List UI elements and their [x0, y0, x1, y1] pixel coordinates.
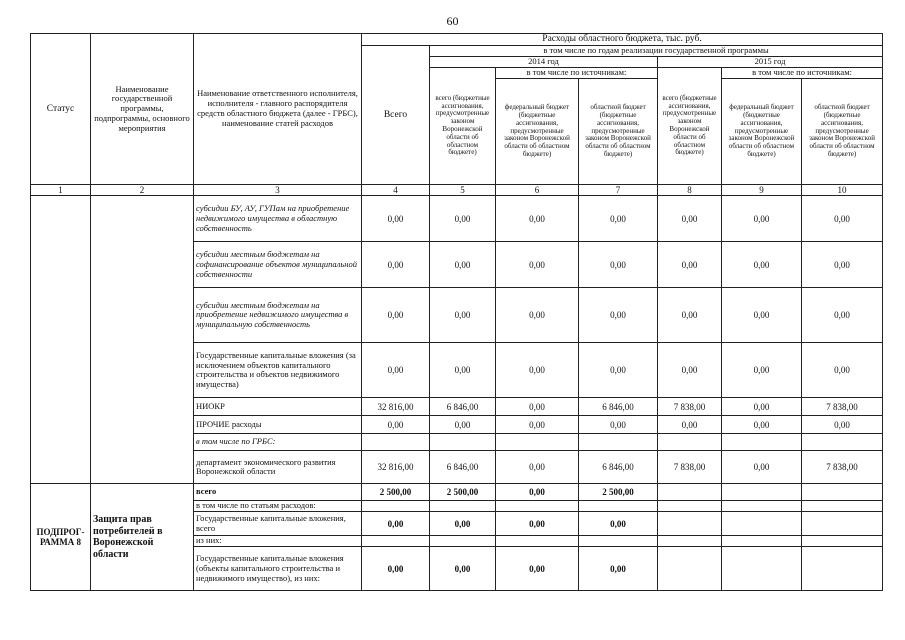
row-label: НИОКР: [194, 398, 362, 416]
value-cell: 0,00: [362, 416, 430, 434]
value-cell: [802, 434, 883, 451]
page-number: 60: [446, 14, 459, 28]
value-cell: 0,00: [658, 288, 722, 343]
value-cell: 0,00: [496, 242, 579, 288]
value-cell: 0,00: [496, 343, 579, 398]
value-cell: [430, 536, 496, 547]
col-number: 9: [722, 185, 802, 196]
col-number: 1: [31, 185, 91, 196]
header-year-2015: 2015 год: [658, 57, 883, 68]
value-cell: 0,00: [722, 343, 802, 398]
header-col10: областной бюджет (бюджетные ассигнования, предусмотренные законом Воронежской области об областном бюджете): [802, 79, 883, 185]
value-cell: 0,00: [362, 196, 430, 242]
row-label: всего: [194, 484, 362, 501]
value-cell: 0,00: [802, 288, 883, 343]
value-cell: 7 838,00: [802, 398, 883, 416]
value-cell: [658, 536, 722, 547]
value-cell: 0,00: [579, 288, 658, 343]
value-cell: [722, 547, 802, 591]
col-number: 2: [91, 185, 194, 196]
value-cell: [658, 501, 722, 512]
row-label: ПРОЧИЕ расходы: [194, 416, 362, 434]
table-row: [31, 484, 883, 501]
value-cell: [722, 536, 802, 547]
column-number-row: [31, 185, 883, 196]
row-label: Государственные капитальные вложения, всего: [194, 512, 362, 536]
header-total: Всего: [362, 46, 430, 185]
value-cell: 0,00: [362, 242, 430, 288]
header-col9: федеральный бюджет (бюджетные ассигнования, предусмотренные законом Воронежской области об областном бюджете): [722, 79, 802, 185]
value-cell: [722, 484, 802, 501]
value-cell: [658, 434, 722, 451]
value-cell: 6 846,00: [579, 398, 658, 416]
value-cell: 0,00: [496, 398, 579, 416]
value-cell: 0,00: [496, 512, 579, 536]
value-cell: 0,00: [430, 512, 496, 536]
row-label: субсидии местным бюджетам на приобретение недвижимого имущества в муниципальную собственность: [194, 288, 362, 343]
header-executor: Наименование ответственного исполнителя, исполнителя - главного распорядителя средств областного бюджета (далее - ГРБС), наименование статей расходов: [194, 34, 362, 185]
value-cell: 0,00: [802, 343, 883, 398]
value-cell: 0,00: [579, 416, 658, 434]
row-label: Государственные капитальные вложения (объекты капитального строительства и недвижимого имущество), из них:: [194, 547, 362, 591]
value-cell: [496, 501, 579, 512]
value-cell: 0,00: [362, 512, 430, 536]
value-cell: 6 846,00: [579, 451, 658, 484]
value-cell: [722, 501, 802, 512]
value-cell: [658, 512, 722, 536]
header-year-2014: 2014 год: [430, 57, 658, 68]
value-cell: [362, 501, 430, 512]
row-label: из них:: [194, 536, 362, 547]
value-cell: [579, 501, 658, 512]
value-cell: 0,00: [722, 398, 802, 416]
value-cell: 0,00: [430, 288, 496, 343]
header-status: Статус: [31, 34, 91, 185]
value-cell: 0,00: [802, 416, 883, 434]
value-cell: [579, 434, 658, 451]
header-expenses: Расходы областного бюджета, тыс. руб.: [362, 34, 883, 46]
value-cell: 0,00: [658, 416, 722, 434]
value-cell: 0,00: [658, 343, 722, 398]
value-cell: 2 500,00: [362, 484, 430, 501]
value-cell: 0,00: [362, 547, 430, 591]
row-label: Государственные капитальные вложения (за исключением объектов капитального строительства и объектов недвижимого имущества): [194, 343, 362, 398]
value-cell: 0,00: [658, 196, 722, 242]
value-cell: 0,00: [658, 242, 722, 288]
value-cell: 7 838,00: [802, 451, 883, 484]
value-cell: 0,00: [722, 288, 802, 343]
value-cell: [802, 512, 883, 536]
col-number: 10: [802, 185, 883, 196]
value-cell: 32 816,00: [362, 398, 430, 416]
value-cell: [430, 434, 496, 451]
value-cell: 7 838,00: [658, 451, 722, 484]
value-cell: 7 838,00: [658, 398, 722, 416]
value-cell: 0,00: [496, 288, 579, 343]
value-cell: 2 500,00: [430, 484, 496, 501]
value-cell: 0,00: [579, 547, 658, 591]
row-label: департамент экономического развития Воронежской области: [194, 451, 362, 484]
header-col5: всего (бюджетные ассигнования, предусмотренные законом Воронежской области об областном бюджете): [430, 68, 496, 185]
value-cell: 0,00: [430, 242, 496, 288]
header-sources-2014: в том числе по источникам:: [496, 68, 658, 79]
value-cell: 0,00: [430, 196, 496, 242]
header-sources-2015: в том числе по источникам:: [722, 68, 883, 79]
value-cell: [658, 484, 722, 501]
header-program: Наименование государственной программы, подпрограммы, основного мероприятия: [91, 34, 194, 185]
value-cell: [362, 536, 430, 547]
row-label: в том числе по статьям расходов:: [194, 501, 362, 512]
value-cell: 0,00: [722, 451, 802, 484]
header-col8: всего (бюджетные ассигнования, предусмотренные законом Воронежской области об областном бюджете): [658, 68, 722, 185]
header-by-years: в том числе по годам реализации государственной программы: [430, 46, 883, 57]
value-cell: 0,00: [722, 416, 802, 434]
row-label: субсидии БУ, АУ, ГУПам на приобретение недвижимого имущества в областную собственность: [194, 196, 362, 242]
value-cell: [496, 434, 579, 451]
col-number: 4: [362, 185, 430, 196]
col-number: 8: [658, 185, 722, 196]
value-cell: 0,00: [430, 547, 496, 591]
value-cell: 0,00: [579, 512, 658, 536]
value-cell: 0,00: [579, 242, 658, 288]
value-cell: 0,00: [430, 416, 496, 434]
value-cell: [362, 434, 430, 451]
value-cell: 0,00: [722, 242, 802, 288]
value-cell: 2 500,00: [579, 484, 658, 501]
value-cell: [802, 547, 883, 591]
value-cell: 0,00: [496, 196, 579, 242]
header-col6: федеральный бюджет (бюджетные ассигнования, предусмотренные законом Воронежской области об областном бюджете): [496, 79, 579, 185]
value-cell: 0,00: [579, 196, 658, 242]
value-cell: [430, 501, 496, 512]
value-cell: [802, 536, 883, 547]
value-cell: 32 816,00: [362, 451, 430, 484]
value-cell: 0,00: [430, 343, 496, 398]
value-cell: [802, 501, 883, 512]
value-cell: [658, 547, 722, 591]
value-cell: 0,00: [496, 451, 579, 484]
value-cell: [722, 434, 802, 451]
value-cell: [496, 536, 579, 547]
col-number: 5: [430, 185, 496, 196]
col-number: 3: [194, 185, 362, 196]
col-number: 7: [579, 185, 658, 196]
value-cell: [579, 536, 658, 547]
value-cell: 0,00: [362, 288, 430, 343]
value-cell: [802, 484, 883, 501]
budget-table: [30, 33, 883, 591]
value-cell: 0,00: [802, 196, 883, 242]
row-label: субсидии местным бюджетам на софинансирование объектов муниципальной собственности: [194, 242, 362, 288]
table-row: [31, 196, 883, 242]
row-label: в том числе по ГРБС:: [194, 434, 362, 451]
value-cell: 0,00: [496, 416, 579, 434]
value-cell: 6 846,00: [430, 398, 496, 416]
value-cell: 0,00: [579, 343, 658, 398]
value-cell: 0,00: [722, 196, 802, 242]
value-cell: 6 846,00: [430, 451, 496, 484]
value-cell: 0,00: [802, 242, 883, 288]
subprogram-status: ПОДПРОГ-РАММА 8: [31, 484, 91, 591]
value-cell: 0,00: [362, 343, 430, 398]
value-cell: [722, 512, 802, 536]
subprogram-name: Защита прав потребителей в Воронежской области: [91, 484, 194, 591]
col-number: 6: [496, 185, 579, 196]
value-cell: 0,00: [496, 484, 579, 501]
value-cell: 0,00: [496, 547, 579, 591]
header-col7: областной бюджет (бюджетные ассигнования, предусмотренные законом Воронежской области об областном бюджете): [579, 79, 658, 185]
